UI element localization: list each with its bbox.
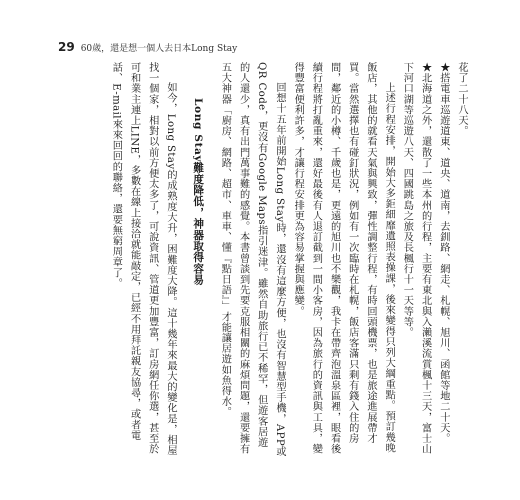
- paragraph-continuation: 花了二十八天。: [456, 62, 467, 137]
- vertical-body-text: [58, 62, 470, 458]
- bullet-item-hokkaido: ★搭電車巡遊道東、道央、道南，去釧路、網走、札幌、旭川、函館等地二十天。: [437, 62, 449, 444]
- section-heading: Long Stay難度降低，神器取得容易: [192, 97, 205, 286]
- page-number: 29: [58, 40, 75, 54]
- bullet-item-honshu: ★北海道之外，還散了一些本州的行程，主要有東北與入瀨溪流賞楓十三天，富士山下河口湖等巡遊八天、四國跳島之旅及長楓行十一天等等。: [401, 62, 431, 455]
- paragraph-current: 如今，Long Stay的成熟度大升，困難度大降。這十幾年來最大的變化是，相屋找一個家，相對以前方便太多了，可說資訊、管道更加豐富，訂房網任你選，甚至於可和業主連上LINE，多數在線上接洽就能敲定，已經不用拜託親友協尋，或者電話、E-mail來來回回的聯絡，還要無窮周章了。: [110, 62, 176, 457]
- page-header: [58, 40, 237, 56]
- running-title: 60歲，還是想一個人去日本Long Stay: [80, 44, 238, 54]
- paragraph-recollection: 回想十五年前開始Long Stay時，還沒有這麼方便，也沒有智慧型手機，APP或QR Code，更沒有Google Maps指引迷津。雖然自助旅行已不稀罕，但遊客居遊的人還少，真有出門萬事難的感覺。本書曾談到先要克服相關的麻煩問題，還要擁有五大神器「廚房、網路、超市、車車、懂『點日語』」才能讓居遊如魚得水。: [219, 62, 285, 458]
- paragraph-itinerary: 上述行程安排，開始大多鉅細靡遺照表操課，後來變得只列大綱重點。預訂幾晚飯店，其他的就看天氣與興致，彈性調整行程，有時回頭機票，也是旅途進展帶才買。當然選擇也有碰釘狀況，例如有一次臨時在札幌，飯店客滿只剩有錢入住的房間，鄰近的小樽、千歲也是，更遠的旭川也不樂觀，我卡在帶齊泡溫泉區裡，眼看後續行程將打亂重來，還好最後有人退訂截到一間小客房，因為旅行的資訊與工具，變得豐富便利許多，才讓行程安排更為容易掌握與應變。: [292, 62, 395, 455]
